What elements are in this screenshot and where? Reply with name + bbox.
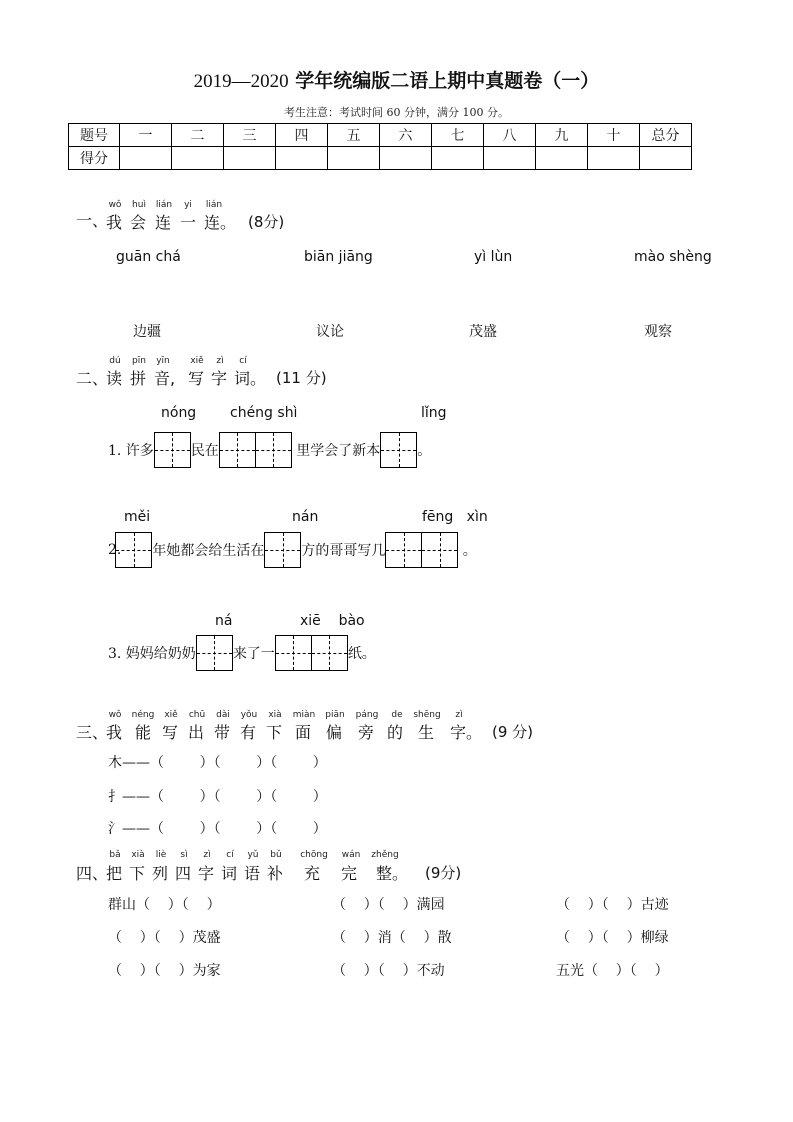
ruby-pinyin: miàn [292, 710, 316, 720]
ruby-pinyin: cí [226, 850, 234, 860]
ruby-pinyin: de [391, 710, 403, 720]
section-4-number: 四、 [76, 864, 109, 883]
ruby-pinyin: huì [132, 200, 146, 210]
writing-grid[interactable] [196, 635, 233, 671]
ruby-char: 连 [155, 213, 172, 232]
ruby-char: 列 [152, 864, 169, 883]
ruby-pinyin: zhěng [371, 850, 399, 860]
score-cell[interactable] [536, 147, 588, 170]
ruby-char: 出 [188, 723, 205, 742]
header-cell: 三 [224, 124, 276, 147]
ruby-pinyin: zì [455, 710, 463, 720]
pinyin-prompt: nóng [161, 405, 197, 421]
score-table-header-row [69, 124, 692, 147]
section-2-points: (11 分) [276, 369, 327, 387]
writing-grid[interactable] [219, 432, 292, 468]
ruby-pinyin: chōng [300, 850, 328, 860]
ruby-char: 音, [154, 369, 176, 388]
header-cell: 四 [276, 124, 328, 147]
idiom-item[interactable]: （ ）（ ）满园 [332, 897, 445, 913]
ruby-pinyin: xiě [190, 356, 204, 366]
sentence-text: 2. [108, 542, 122, 558]
ruby-pinyin: bǔ [270, 850, 282, 860]
radical-row[interactable]: 木——（ ）（ ）（ ） [108, 755, 327, 771]
idiom-item[interactable]: （ ）（ ）不动 [332, 963, 445, 979]
title-year: 2019—2020 [193, 71, 289, 92]
title-text: 学年统编版二语上期中真题卷（一） [295, 70, 600, 92]
ruby-pinyin: yi [184, 200, 192, 210]
radical-row[interactable]: 氵——（ ）（ ）（ ） [108, 821, 327, 837]
score-table [68, 123, 692, 170]
ruby-char: 字。 [450, 723, 483, 742]
ruby-char: 词。 [234, 369, 267, 388]
ruby-pinyin: yīn [156, 356, 170, 366]
ruby-pinyin: dài [216, 710, 230, 720]
ruby-char: 补 [267, 864, 284, 883]
pinyin-prompt: ná [215, 613, 233, 629]
ruby-char: 连。 [204, 213, 237, 232]
ruby-char: 带 [214, 723, 231, 742]
ruby-pinyin: pīn [132, 356, 146, 366]
ruby-char: 写 [162, 723, 179, 742]
word-item[interactable]: 边疆 [133, 324, 161, 340]
section-4-points: (9分) [425, 864, 462, 882]
ruby-char: 四 [175, 864, 192, 883]
writing-cell[interactable] [115, 532, 152, 568]
radical-row[interactable]: 扌——（ ）（ ）（ ） [108, 789, 327, 805]
score-cell[interactable] [484, 147, 536, 170]
ruby-pinyin: xiě [164, 710, 178, 720]
ruby-char: 语 [244, 864, 261, 883]
section-3-points: (9 分) [492, 723, 534, 741]
ruby-char: 拼 [130, 369, 147, 388]
pinyin-prompt: chéng shì [230, 405, 298, 421]
sentence-text: 来了一 [232, 646, 275, 662]
header-cell: 八 [484, 124, 536, 147]
writing-grid[interactable] [154, 432, 191, 468]
ruby-pinyin: shēng [413, 710, 441, 720]
exam-notice: 考生注意：考试时间 60 分钟，满分 100 分。 [284, 106, 509, 119]
ruby-pinyin: néng [131, 710, 155, 720]
ruby-char: 面 [295, 723, 312, 742]
header-cell: 十 [588, 124, 640, 147]
sentence-text: 民在 [190, 443, 219, 459]
ruby-pinyin: xià [268, 710, 282, 720]
header-cell: 二 [172, 124, 224, 147]
writing-grid[interactable] [385, 532, 458, 568]
score-cell[interactable] [380, 147, 432, 170]
ruby-pinyin: páng [355, 710, 379, 720]
score-cell[interactable] [276, 147, 328, 170]
section-1-number: 一、 [76, 211, 109, 230]
idiom-item[interactable]: 五光（ ）（ ） [556, 963, 669, 979]
pinyin-prompt: xiē bào [300, 613, 365, 629]
ruby-pinyin: wán [341, 850, 361, 860]
pinyin-prompt: fēng xìn [422, 509, 488, 525]
score-row-label: 得分 [69, 147, 120, 170]
score-table-score-row [69, 147, 692, 170]
ruby-char: 有 [240, 723, 257, 742]
question-2-1 [108, 432, 431, 468]
ruby-char: 字 [211, 369, 228, 388]
writing-grid[interactable] [380, 432, 417, 468]
writing-cell[interactable] [311, 635, 348, 671]
ruby-char: 一 [180, 213, 197, 232]
writing-grid[interactable] [115, 532, 152, 568]
sentence-text: 年她都会给生活在 [152, 543, 265, 559]
ruby-pinyin: wǒ [108, 200, 122, 210]
writing-cell[interactable] [421, 532, 458, 568]
header-cell: 七 [432, 124, 484, 147]
writing-cell[interactable] [219, 432, 256, 468]
score-cell[interactable] [172, 147, 224, 170]
ruby-char: 完 [341, 864, 358, 883]
score-cell[interactable] [588, 147, 640, 170]
sentence-text: 纸。 [347, 646, 376, 662]
ruby-char: 我 [106, 213, 123, 232]
ruby-pinyin: lián [205, 200, 223, 210]
score-cell[interactable] [328, 147, 380, 170]
ruby-pinyin: piān [325, 710, 345, 720]
sentence-text: 里学会了新本 [291, 443, 381, 459]
idiom-item[interactable]: （ ）（ ）为家 [108, 963, 221, 979]
ruby-char: 写 [188, 369, 205, 388]
ruby-char: 下 [266, 723, 283, 742]
ruby-char: 下 [129, 864, 146, 883]
ruby-pinyin: lián [155, 200, 173, 210]
writing-grid[interactable] [275, 635, 348, 671]
sentence-text: 1. 许多 [108, 443, 154, 459]
ruby-pinyin: yǒu [240, 710, 258, 720]
header-cell: 总分 [640, 124, 692, 147]
ruby-pinyin: xià [131, 850, 145, 860]
score-cell[interactable] [120, 147, 172, 170]
ruby-char: 生 [418, 723, 435, 742]
ruby-char: 能 [135, 723, 152, 742]
ruby-char: 读 [106, 369, 123, 388]
writing-cell[interactable] [264, 532, 301, 568]
ruby-pinyin: cí [239, 356, 247, 366]
ruby-char: 旁 [358, 723, 375, 742]
header-cell: 六 [380, 124, 432, 147]
question-2-3 [108, 635, 376, 671]
ruby-pinyin: liè [155, 850, 167, 860]
word-item[interactable]: 议论 [316, 324, 344, 340]
pinyin-item[interactable]: guān chá [116, 249, 181, 265]
score-cell[interactable] [640, 147, 692, 170]
sentence-text: 3. 妈妈给奶奶 [108, 646, 196, 662]
score-cell[interactable] [224, 147, 276, 170]
section-3-number: 三、 [76, 723, 109, 742]
ruby-pinyin: zì [203, 850, 211, 860]
ruby-char: 充 [304, 864, 321, 883]
pinyin-prompt: lǐng [421, 405, 447, 421]
ruby-pinyin: bǎ [109, 850, 121, 860]
ruby-pinyin: yǔ [247, 850, 259, 860]
sentence-text: 方的哥哥写几 [301, 543, 386, 559]
writing-grid[interactable] [264, 532, 301, 568]
writing-cell[interactable] [380, 432, 417, 468]
header-cell: 题号 [69, 124, 120, 147]
ruby-char: 字 [198, 864, 215, 883]
sentence-text: 。 [417, 443, 432, 459]
ruby-char: 会 [130, 213, 147, 232]
ruby-char: 词 [221, 864, 238, 883]
word-item[interactable]: 茂盛 [469, 324, 497, 340]
pinyin-prompt: měi [124, 509, 151, 525]
ruby-char: 偏 [326, 723, 343, 742]
idiom-item[interactable]: （ ）（ ）柳绿 [556, 930, 669, 946]
ruby-pinyin: zì [216, 356, 224, 366]
writing-cell[interactable] [154, 432, 191, 468]
word-item[interactable]: 观察 [644, 324, 672, 340]
section-2-number: 二、 [76, 369, 109, 388]
pinyin-prompt: nán [292, 509, 319, 525]
writing-cell[interactable] [196, 635, 233, 671]
page-title [0, 66, 793, 93]
ruby-pinyin: chū [188, 710, 206, 720]
ruby-char: 整。 [376, 864, 409, 883]
ruby-pinyin: wǒ [108, 710, 122, 720]
score-cell[interactable] [432, 147, 484, 170]
idiom-item[interactable]: （ ）（ ）茂盛 [108, 930, 221, 946]
ruby-pinyin: dú [109, 356, 121, 366]
writing-cell[interactable] [255, 432, 292, 468]
idiom-item[interactable]: （ ）消（ ）散 [332, 930, 452, 946]
pinyin-item[interactable]: biān jiāng [304, 249, 373, 265]
ruby-char: 我 [106, 723, 123, 742]
idiom-item[interactable]: （ ）（ ）古迹 [556, 897, 669, 913]
header-cell: 一 [120, 124, 172, 147]
ruby-pinyin: sì [180, 850, 188, 860]
pinyin-item[interactable]: yì lùn [474, 249, 513, 265]
pinyin-item[interactable]: mào shèng [634, 249, 712, 265]
writing-cell[interactable] [275, 635, 312, 671]
section-1-points: (8分) [248, 213, 285, 231]
question-2-2 [108, 532, 477, 568]
ruby-char: 的 [387, 723, 404, 742]
ruby-char: 把 [106, 864, 123, 883]
sentence-text: 。 [458, 543, 477, 559]
idiom-item[interactable]: 群山（ ）（ ） [108, 897, 221, 913]
header-cell: 九 [536, 124, 588, 147]
header-cell: 五 [328, 124, 380, 147]
writing-cell[interactable] [385, 532, 422, 568]
